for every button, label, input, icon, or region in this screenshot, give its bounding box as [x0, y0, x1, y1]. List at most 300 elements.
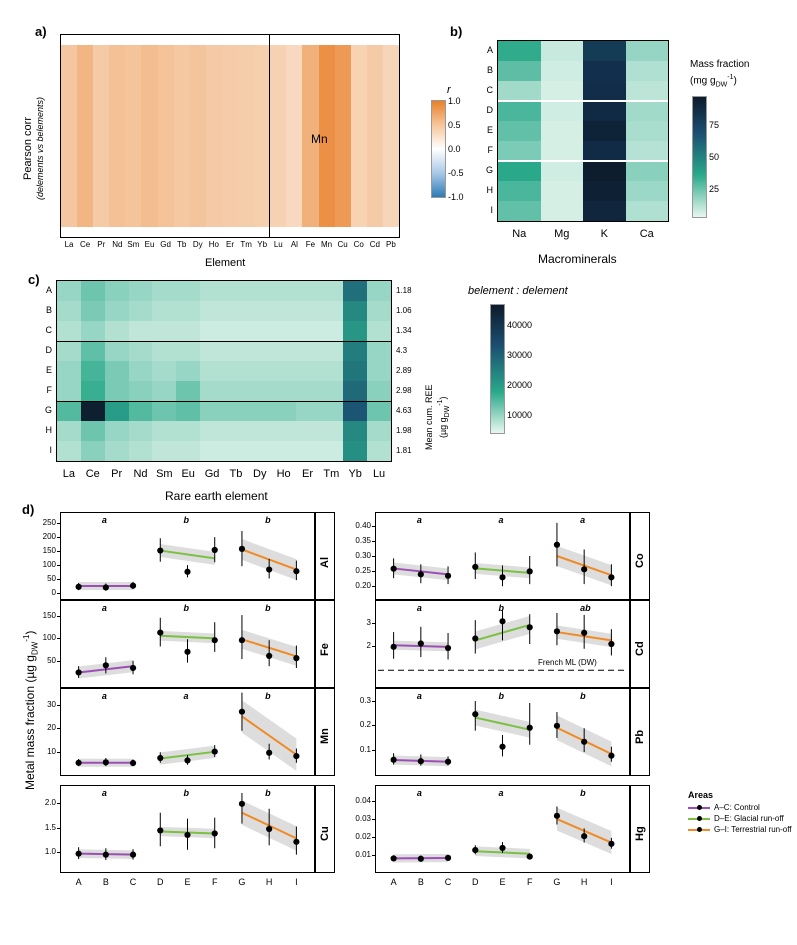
y-tick-label: 20 — [47, 723, 56, 733]
heatmap-cell — [272, 421, 296, 441]
heatmap-cell — [200, 341, 224, 361]
x-tick-label: Er — [225, 240, 234, 249]
right-axis-value: 1.06 — [396, 306, 412, 315]
x-tick-label: Mn — [321, 240, 333, 249]
heatmap-cell — [541, 201, 584, 221]
heatmap-cell — [222, 45, 238, 227]
x-tick-label: C — [444, 877, 452, 887]
row-tick-label: I — [490, 205, 493, 215]
panel-a-divider — [269, 34, 270, 238]
heatmap-cell — [129, 301, 153, 321]
heatmap-cell — [272, 341, 296, 361]
heatmap-cell — [224, 401, 248, 421]
facet-strip-label: Pb — [634, 729, 646, 744]
y-tick-label: 50 — [47, 574, 56, 584]
heatmap-cell — [248, 361, 272, 381]
x-tick-label: Al — [290, 240, 298, 249]
col-tick-label: Tb — [229, 468, 243, 480]
subplot-canvas — [61, 689, 314, 775]
heatmap-cell — [248, 281, 272, 301]
heatmap-cell — [109, 45, 125, 227]
row-tick-label: G — [485, 165, 493, 175]
heatmap-cell — [152, 321, 176, 341]
heatmap-cell — [583, 141, 626, 161]
facet-strip-label: Mn — [319, 728, 331, 744]
heatmap-cell — [541, 161, 584, 181]
row-tick-label: B — [486, 65, 493, 75]
heatmap-cell — [152, 301, 176, 321]
panel-a-legend-title: r — [447, 84, 451, 96]
subplot-canvas — [376, 786, 629, 872]
heatmap-cell — [626, 61, 669, 81]
x-tick-label: Pr — [97, 240, 106, 249]
heatmap-cell — [129, 421, 153, 441]
heatmap-cell — [367, 321, 391, 341]
subplot-canvas — [61, 786, 314, 872]
right-axis-value: 1.18 — [396, 286, 412, 295]
significance-letter: b — [580, 691, 586, 701]
y-tick-label: 0 — [51, 588, 56, 597]
x-tick-label: A — [390, 877, 397, 887]
panel-c-right-axis-title-line1: Mean cum. REE — [424, 384, 434, 450]
heatmap-cell — [343, 281, 367, 301]
row-tick-label: A — [486, 45, 493, 55]
heatmap-cell — [57, 321, 81, 341]
heatmap-cell — [541, 121, 584, 141]
significance-letter: a — [416, 515, 422, 525]
heatmap-cell — [541, 101, 584, 121]
heatmap-cell — [343, 361, 367, 381]
heatmap-cell — [272, 301, 296, 321]
heatmap-cell — [141, 45, 157, 227]
significance-letter: b — [265, 515, 271, 525]
heatmap-cell — [296, 421, 320, 441]
heatmap-cell — [93, 45, 109, 227]
panel-b-legend-title-sub: DW — [715, 81, 728, 89]
dashed-line-label: French ML (DW) — [538, 658, 597, 668]
panel-d-legend — [688, 790, 796, 836]
heatmap-cell — [152, 341, 176, 361]
heatmap-cell — [224, 321, 248, 341]
heatmap-cell — [105, 301, 129, 321]
heatmap-cell — [174, 45, 190, 227]
significance-letter: a — [498, 515, 504, 525]
y-tick-label: 0.20 — [355, 580, 371, 590]
heatmap-cell — [541, 61, 584, 81]
x-tick-label: Tm — [240, 240, 252, 249]
heatmap-cell — [224, 441, 248, 461]
col-tick-label: Dy — [253, 468, 267, 480]
y-tick-label: 0.02 — [355, 832, 371, 842]
heatmap-cell — [105, 321, 129, 341]
panel-d-ylabel: Metal mass fraction (µg $g_{DW}^{-1}$) — [22, 630, 40, 790]
panel-b-heatmap — [498, 41, 668, 221]
heatmap-cell — [319, 301, 343, 321]
y-tick-mark — [372, 701, 375, 702]
panel-d-legend-title: Areas — [688, 790, 714, 800]
row-tick-label: H — [45, 425, 52, 435]
panel-d-subplot — [375, 600, 630, 688]
significance-letter: a — [101, 515, 107, 525]
significance-letter: a — [101, 691, 107, 701]
x-tick-label: Gd — [160, 240, 171, 249]
panel-b-legend-title: Mass fraction (mg $g_{DW}^{-1}$) — [690, 59, 750, 89]
y-tick-label: 250 — [42, 518, 56, 528]
y-tick-label: 0.25 — [355, 565, 371, 575]
col-tick-label: Tm — [323, 468, 340, 480]
heatmap-cell — [200, 361, 224, 381]
heatmap-cell — [626, 181, 669, 201]
heatmap-cell — [541, 141, 584, 161]
y-tick-mark — [57, 803, 60, 804]
legend-label: D–E: Glacial run-off — [714, 814, 784, 823]
col-tick-label: Lu — [372, 468, 386, 480]
heatmap-cell — [498, 61, 541, 81]
col-tick-label: Mg — [554, 228, 570, 240]
heatmap-cell — [272, 281, 296, 301]
heatmap-cell — [296, 341, 320, 361]
row-tick-label: G — [44, 405, 52, 415]
heatmap-cell — [541, 81, 584, 101]
heatmap-cell — [541, 181, 584, 201]
col-tick-label: Ho — [276, 468, 291, 480]
y-tick-label: 30 — [47, 699, 56, 709]
y-tick-label: 1.5 — [44, 822, 56, 832]
subplot-canvas — [376, 601, 629, 687]
heatmap-cell — [176, 361, 200, 381]
heatmap-cell — [248, 381, 272, 401]
heatmap-cell — [176, 381, 200, 401]
right-axis-value: 1.34 — [396, 326, 412, 335]
heatmap-cell — [286, 45, 302, 227]
heatmap-cell — [81, 441, 105, 461]
heatmap-cell — [296, 401, 320, 421]
heatmap-cell — [498, 161, 541, 181]
panel-c-right-axis-title: Mean cum. REE (µg $g_{DW}^{-1}$) — [424, 384, 451, 450]
x-tick-label: Ce — [80, 240, 91, 249]
x-tick-label: C — [129, 877, 137, 887]
facet-strip-label: Cu — [319, 826, 331, 841]
x-tick-label: D — [157, 877, 164, 887]
heatmap-cell — [248, 301, 272, 321]
y-tick-label: 0.35 — [355, 536, 371, 546]
heatmap-cell — [248, 441, 272, 461]
heatmap-cell — [343, 401, 367, 421]
x-tick-label: E — [499, 877, 506, 887]
y-tick-mark — [372, 526, 375, 527]
legend-tick-label: 0.0 — [448, 144, 461, 154]
col-tick-label: Er — [301, 468, 313, 480]
col-tick-label: Gd — [204, 468, 220, 480]
heatmap-cell — [81, 281, 105, 301]
heatmap-cell — [224, 281, 248, 301]
x-tick-label: H — [265, 877, 273, 887]
row-tick-label: C — [486, 85, 493, 95]
heatmap-cell — [335, 45, 351, 227]
significance-letter: a — [101, 788, 107, 798]
y-tick-label: 3 — [366, 617, 371, 627]
heatmap-cell — [626, 81, 669, 101]
heatmap-cell — [158, 45, 174, 227]
x-tick-label: I — [610, 877, 613, 887]
row-tick-label: H — [486, 185, 493, 195]
y-tick-mark — [57, 551, 60, 552]
legend-tick-label: -0.5 — [448, 168, 464, 178]
heatmap-cell — [343, 341, 367, 361]
y-tick-mark — [57, 579, 60, 580]
y-tick-label: 100 — [42, 560, 56, 570]
heatmap-cell — [224, 301, 248, 321]
heatmap-cell — [81, 401, 105, 421]
facet-strip-label: Co — [634, 553, 646, 568]
heatmap-cell — [319, 421, 343, 441]
panel-c-right-axis-title-end: ) — [438, 396, 448, 400]
x-tick-label: Eu — [144, 240, 155, 249]
significance-letter: a — [580, 515, 586, 525]
heatmap-cell — [81, 361, 105, 381]
y-tick-label: 2 — [366, 641, 371, 651]
heatmap-cell — [626, 201, 669, 221]
legend-tick-label: 20000 — [507, 380, 533, 390]
x-tick-label: G — [238, 877, 246, 887]
heatmap-cell — [583, 81, 626, 101]
heatmap-cell — [176, 341, 200, 361]
heatmap-cell — [270, 45, 286, 227]
heatmap-cell — [367, 341, 391, 361]
x-tick-label: Ho — [208, 240, 219, 249]
col-tick-label: Nd — [133, 468, 148, 480]
y-tick-mark — [372, 855, 375, 856]
heatmap-cell — [626, 101, 669, 121]
right-axis-value: 2.98 — [396, 386, 412, 395]
y-tick-mark — [57, 593, 60, 594]
x-tick-label: Sm — [127, 240, 140, 249]
y-tick-label: 0.2 — [359, 720, 371, 730]
x-tick-label: Cu — [337, 240, 348, 249]
y-tick-mark — [372, 725, 375, 726]
row-tick-label: E — [45, 365, 52, 375]
heatmap-cell — [152, 441, 176, 461]
heatmap-cell — [248, 401, 272, 421]
row-tick-label: A — [45, 285, 52, 295]
heatmap-cell — [498, 101, 541, 121]
heatmap-cell — [200, 321, 224, 341]
y-tick-mark — [372, 586, 375, 587]
heatmap-cell — [367, 281, 391, 301]
y-tick-mark — [57, 705, 60, 706]
heatmap-cell — [367, 45, 383, 227]
legend-tick-label: -1.0 — [448, 192, 464, 202]
panel-c-xlabel: Rare earth element — [165, 489, 268, 503]
panel-d-subplot — [375, 512, 630, 600]
significance-letter: b — [265, 603, 271, 613]
row-tick-label: D — [486, 105, 493, 115]
subplot-canvas — [61, 601, 314, 687]
legend-tick-label: 0.5 — [448, 120, 461, 130]
heatmap-cell — [81, 421, 105, 441]
panel-c-heatmap — [57, 281, 391, 461]
heatmap-cell — [343, 421, 367, 441]
heatmap-cell — [129, 361, 153, 381]
legend-item — [688, 803, 796, 812]
panel-c-label: c) — [28, 272, 40, 287]
y-tick-mark — [372, 556, 375, 557]
heatmap-cell — [129, 281, 153, 301]
col-tick-label: Yb — [348, 468, 362, 480]
heatmap-cell — [272, 441, 296, 461]
heatmap-cell — [319, 381, 343, 401]
row-group-separator — [498, 100, 668, 102]
y-tick-label: 50 — [47, 655, 56, 665]
y-tick-label: 200 — [42, 532, 56, 542]
panel-a-label: a) — [35, 24, 47, 39]
panel-d-ylabel-main: Metal mass fraction (µg g — [23, 655, 37, 790]
subplot-canvas — [376, 689, 629, 775]
y-tick-mark — [372, 819, 375, 820]
significance-letter: b — [498, 691, 504, 701]
heatmap-cell — [272, 361, 296, 381]
heatmap-cell — [105, 281, 129, 301]
right-axis-value: 4.63 — [396, 406, 412, 415]
right-axis-value: 4.3 — [396, 346, 408, 355]
y-tick-label: 0.40 — [355, 521, 371, 531]
heatmap-cell — [498, 41, 541, 61]
panel-d-subplot — [375, 688, 630, 776]
y-tick-mark — [57, 565, 60, 566]
x-tick-label: G — [553, 877, 561, 887]
heatmap-cell — [248, 321, 272, 341]
significance-letter: b — [183, 788, 189, 798]
row-tick-label: B — [45, 305, 52, 315]
heatmap-cell — [57, 341, 81, 361]
heatmap-cell — [105, 441, 129, 461]
heatmap-cell — [105, 341, 129, 361]
row-tick-label: F — [487, 145, 493, 155]
heatmap-cell — [319, 401, 343, 421]
panel-b-xlabel: Macrominerals — [538, 252, 617, 266]
y-tick-mark — [57, 852, 60, 853]
panel-a-ylabel-line1: Pearson corr — [22, 116, 34, 180]
y-tick-label: 0.01 — [355, 850, 371, 860]
col-tick-label: Pr — [111, 468, 123, 480]
heatmap-cell — [626, 121, 669, 141]
row-tick-label: D — [45, 345, 52, 355]
heatmap-cell — [200, 421, 224, 441]
legend-tick-label: 1.0 — [448, 96, 461, 106]
heatmap-cell — [105, 381, 129, 401]
panel-b-legend-title-line2: (mg g — [690, 75, 716, 87]
col-tick-label: Sm — [156, 468, 173, 480]
heatmap-cell — [498, 121, 541, 141]
heatmap-cell — [583, 161, 626, 181]
x-tick-label: Lu — [273, 240, 283, 249]
row-group-separator — [56, 341, 392, 342]
y-tick-mark — [57, 728, 60, 729]
row-tick-label: E — [486, 125, 493, 135]
y-tick-mark — [57, 661, 60, 662]
significance-letter: ab — [580, 603, 591, 613]
heatmap-cell — [238, 45, 254, 227]
heatmap-cell — [129, 381, 153, 401]
y-tick-label: 0.3 — [359, 696, 371, 706]
x-tick-label: I — [295, 877, 298, 887]
significance-letter: a — [416, 603, 422, 613]
heatmap-cell — [583, 101, 626, 121]
heatmap-cell — [272, 381, 296, 401]
heatmap-cell — [343, 381, 367, 401]
panel-a-ylabel-line2: (delements vs belements) — [35, 96, 45, 200]
heatmap-cell — [129, 441, 153, 461]
y-tick-mark — [372, 571, 375, 572]
col-tick-label: La — [62, 468, 76, 480]
row-group-separator — [498, 160, 668, 162]
significance-letter: b — [580, 788, 586, 798]
legend-item — [688, 825, 796, 834]
heatmap-cell — [296, 381, 320, 401]
heatmap-cell — [81, 301, 105, 321]
panel-a-xlabel: Element — [205, 257, 246, 269]
legend-tick-label: 40000 — [507, 320, 533, 330]
heatmap-cell — [152, 401, 176, 421]
significance-letter: a — [101, 603, 107, 613]
legend-tick-label: 50 — [709, 152, 720, 162]
heatmap-cell — [105, 401, 129, 421]
y-tick-label: 100 — [42, 633, 56, 643]
x-tick-label: F — [526, 877, 533, 887]
legend-label: A–C: Control — [714, 803, 760, 812]
heatmap-cell — [81, 321, 105, 341]
heatmap-cell — [367, 421, 391, 441]
right-axis-value: 1.81 — [396, 446, 412, 455]
significance-letter: b — [265, 788, 271, 798]
heatmap-cell — [152, 381, 176, 401]
legend-swatch — [688, 815, 710, 823]
heatmap-cell — [626, 161, 669, 181]
panel-a-heatmap — [61, 45, 399, 227]
heatmap-cell — [272, 401, 296, 421]
facet-strip-label: Al — [319, 557, 331, 568]
x-tick-label: F — [211, 877, 218, 887]
heatmap-cell — [498, 141, 541, 161]
x-tick-label: Tb — [177, 240, 187, 249]
x-tick-label: Co — [353, 240, 364, 249]
heatmap-cell — [383, 45, 399, 227]
heatmap-cell — [152, 421, 176, 441]
heatmap-cell — [57, 441, 81, 461]
row-tick-label: F — [46, 385, 52, 395]
heatmap-cell — [105, 421, 129, 441]
right-axis-value: 2.89 — [396, 366, 412, 375]
x-tick-label: H — [580, 877, 588, 887]
y-tick-mark — [372, 750, 375, 751]
right-axis-value: 1.98 — [396, 426, 412, 435]
y-tick-label: 0.03 — [355, 814, 371, 824]
panel-d-subplot — [375, 785, 630, 873]
heatmap-cell — [296, 281, 320, 301]
heatmap-cell — [57, 281, 81, 301]
legend-item — [688, 814, 796, 823]
heatmap-cell — [176, 321, 200, 341]
heatmap-cell — [367, 301, 391, 321]
heatmap-cell — [343, 301, 367, 321]
heatmap-cell — [343, 441, 367, 461]
heatmap-cell — [583, 121, 626, 141]
heatmap-cell — [272, 321, 296, 341]
legend-tick-label: 10000 — [507, 410, 533, 420]
heatmap-cell — [583, 61, 626, 81]
heatmap-cell — [296, 321, 320, 341]
heatmap-cell — [498, 181, 541, 201]
